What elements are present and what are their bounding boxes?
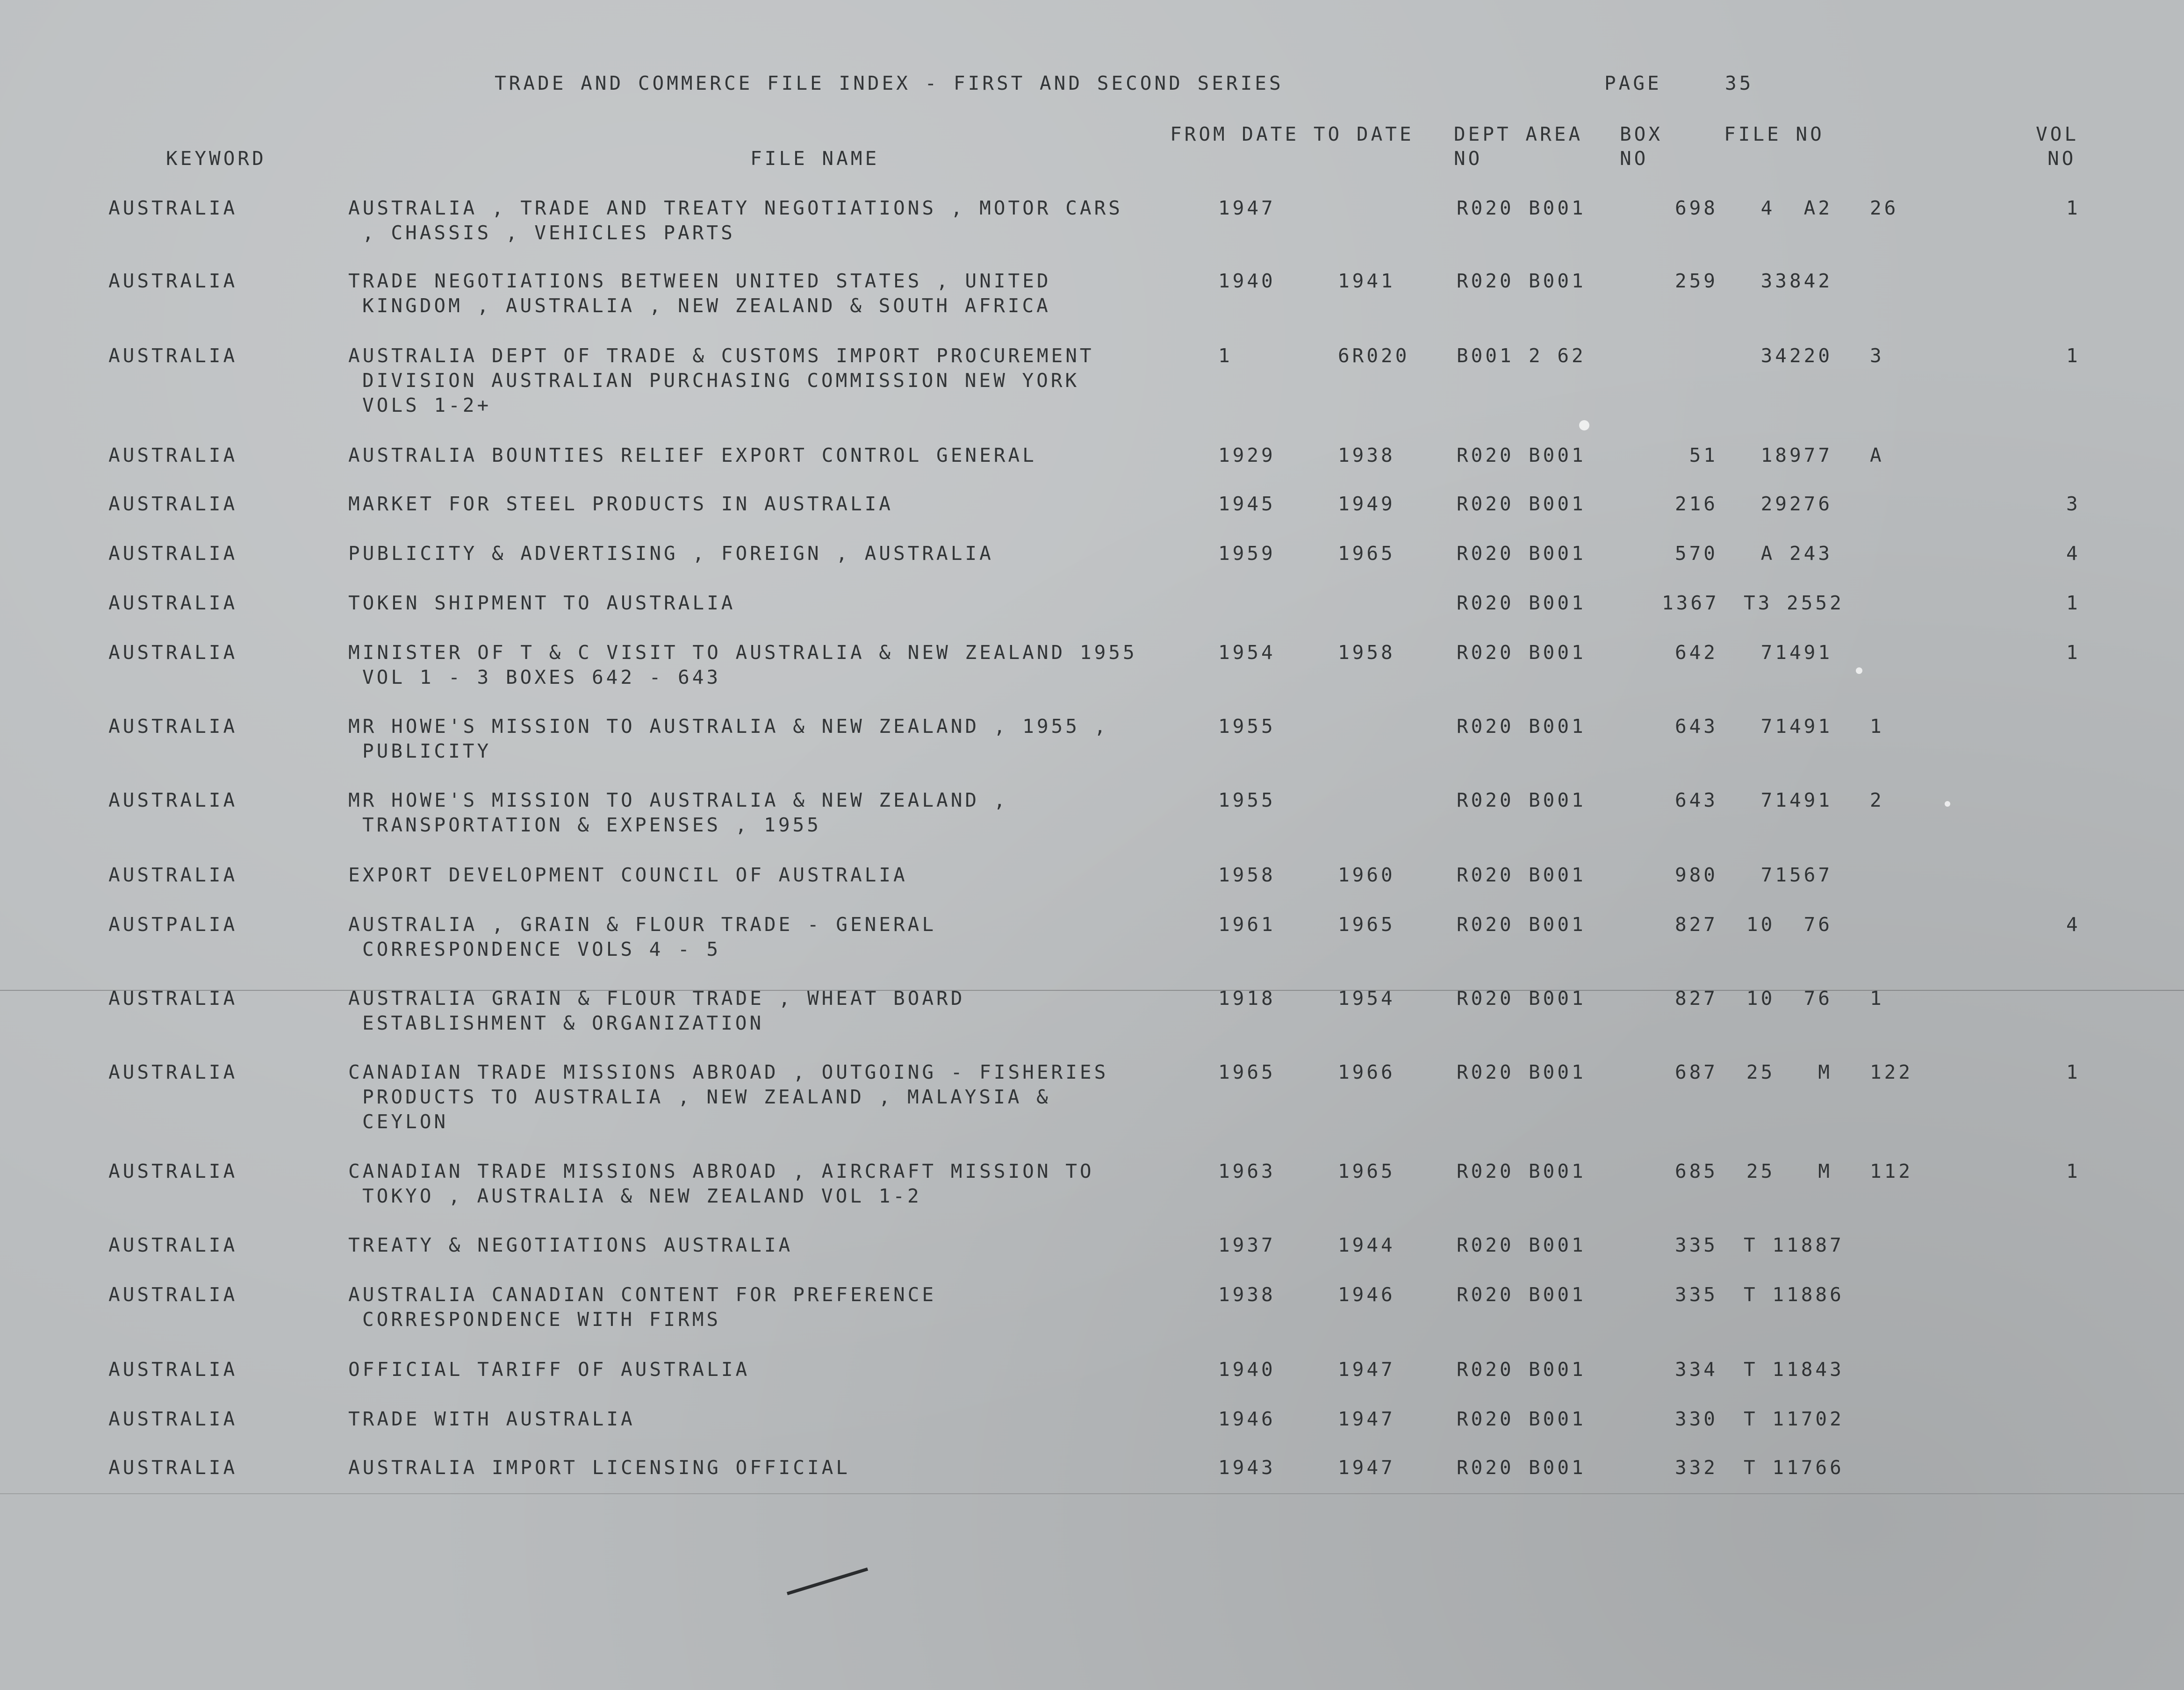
row-file-no: 71491 [1760,641,1832,664]
row-file-name-line: TREATY & NEGOTIATIONS AUSTRALIA [348,1234,793,1256]
row-keyword: AUSTRALIA [108,1408,238,1430]
scan-line [0,990,2184,991]
row-box-no: 570 [1674,542,1718,565]
row-to-date: 1965 [1338,1160,1395,1182]
row-keyword: AUSTRALIA [108,444,238,466]
row-file-no: 25 M [1746,1061,1832,1083]
row-file-suffix: 122 [1870,1061,1913,1083]
row-dept-no: R020 [1457,715,1514,738]
row-file-name-line: TOKEN SHIPMENT TO AUSTRALIA [348,592,736,614]
row-to-date: 1960 [1338,864,1395,886]
row-file-name-line: AUSTRALIA DEPT OF TRADE & CUSTOMS IMPORT PROCUREMENT [348,344,1094,367]
row-area: B001 [1529,1408,1586,1430]
row-from-date: 1955 [1218,715,1276,738]
row-keyword: AUSTRALIA [108,197,238,219]
row-from-date: 1963 [1218,1160,1276,1182]
row-area: B001 [1529,592,1586,614]
row-dept-no: R020 [1457,641,1514,664]
row-file-name-line: ESTABLISHMENT & ORGANIZATION [362,1012,764,1034]
row-box-no: 51 [1689,444,1718,466]
row-dept-no: R020 [1457,444,1514,466]
row-keyword: AUSTRALIA [108,493,238,515]
row-file-name-line: VOLS 1-2+ [362,394,492,416]
row-keyword: AUSTRALIA [108,1283,238,1306]
row-file-name-line: MARKET FOR STEEL PRODUCTS IN AUSTRALIA [348,493,893,515]
row-keyword: AUSTRALIA [108,1234,238,1256]
row-file-no: 10 76 [1746,987,1832,1010]
row-box-no: 643 [1674,789,1718,811]
row-file-name-line: , CHASSIS , VEHICLES PARTS [362,222,735,244]
row-dept-no: R020 [1457,1283,1514,1306]
row-file-no: T 11887 [1744,1234,1844,1256]
row-dept-no: R020 [1457,270,1514,292]
row-dept-no: R020 [1457,1061,1514,1083]
row-area: B001 [1529,1358,1586,1381]
column-header-dept-area: DEPT AREA [1454,123,1583,145]
row-file-name-line: PRODUCTS TO AUSTRALIA , NEW ZEALAND , MALAYSIA & [362,1086,1051,1108]
row-keyword: AUSTRALIA [108,270,238,292]
row-area: B001 [1529,1160,1586,1182]
pen-stroke-mark [787,1568,868,1595]
row-box-no: 685 [1674,1160,1718,1182]
column-header-vol-no: NO [2048,147,2076,170]
row-keyword: AUSTRALIA [108,789,238,811]
row-vol-no: 3 [2066,493,2081,515]
row-box-no: 827 [1674,913,1718,936]
column-header-dept-no: NO [1454,147,1483,170]
row-box-no: 335 [1674,1283,1718,1306]
column-header-vol: VOL [2036,123,2079,145]
row-area: B001 [1529,444,1586,466]
dust-speck [1579,420,1589,430]
row-box-no: 216 [1674,493,1718,515]
row-to-date: 1938 [1338,444,1395,466]
row-keyword: AUSTRALIA [108,987,238,1010]
row-file-name-line: MR HOWE'S MISSION TO AUSTRALIA & NEW ZEALAND , [348,789,1008,811]
row-box-no: 1367 [1662,592,1719,614]
row-file-suffix: 1 [1870,987,1884,1010]
row-file-name-line: MR HOWE'S MISSION TO AUSTRALIA & NEW ZEALAND , 1955 , [348,715,1109,738]
row-vol-no: 1 [2066,197,2081,219]
row-file-name-line: EXPORT DEVELOPMENT COUNCIL OF AUSTRALIA [348,864,908,886]
row-from-date: 1938 [1218,1283,1276,1306]
row-box-no: 334 [1674,1358,1718,1381]
row-keyword: AUSTRALIA [108,1160,238,1182]
row-box-no: 259 [1674,270,1718,292]
dust-speck [1856,667,1862,674]
row-area: B001 [1529,493,1586,515]
row-to-date: 1949 [1338,493,1395,515]
row-file-no: 25 M [1746,1160,1832,1182]
row-keyword: AUSTRALIA [108,1358,238,1381]
row-vol-no: 1 [2066,344,2081,367]
row-vol-no: 1 [2066,1160,2081,1182]
row-vol-no: 1 [2066,1061,2081,1083]
row-file-name-line: OFFICIAL TARIFF OF AUSTRALIA [348,1358,750,1381]
row-file-name-line: VOL 1 - 3 BOXES 642 - 643 [362,666,721,688]
row-area: B001 [1529,1456,1586,1479]
row-box-no: 330 [1674,1408,1718,1430]
row-area: B001 [1529,197,1586,219]
row-file-name-line: DIVISION AUSTRALIAN PURCHASING COMMISSION NEW YORK [362,369,1080,392]
row-to-date: 1947 [1338,1408,1395,1430]
row-to-date: 1947 [1338,1456,1395,1479]
row-file-no: 29276 [1760,493,1832,515]
row-from-date: 1 [1218,344,1233,367]
row-file-no: T3 2552 [1744,592,1844,614]
row-vol-no: 4 [2066,542,2081,565]
row-vol-no: 4 [2066,913,2081,936]
row-keyword: AUSTRALIA [108,592,238,614]
row-file-name-line: TRANSPORTATION & EXPENSES , 1955 [362,814,821,836]
row-file-name-line: PUBLICITY [362,740,492,762]
row-dept-no: R020 [1457,592,1514,614]
row-file-name-line: CORRESPONDENCE VOLS 4 - 5 [362,938,721,960]
row-from-date: 1954 [1218,641,1276,664]
row-keyword: AUSTRALIA [108,1061,238,1083]
row-to-date: 1944 [1338,1234,1395,1256]
row-vol-no: 1 [2066,592,2081,614]
row-keyword: AUSTRALIA [108,1456,238,1479]
row-to-date: 1954 [1338,987,1395,1010]
row-from-date: 1955 [1218,789,1276,811]
row-box-no: 698 [1674,197,1718,219]
row-area: B001 [1529,1061,1586,1083]
row-box-no: 642 [1674,641,1718,664]
row-area: B001 [1529,864,1586,886]
column-header-dates: FROM DATE TO DATE [1170,123,1414,145]
row-from-date: 1940 [1218,1358,1276,1381]
row-file-no: 34220 [1760,344,1832,367]
column-header-file-no: FILE NO [1724,123,1825,145]
row-area: 2 62 [1529,344,1586,367]
row-keyword: AUSTRALIA [108,641,238,664]
row-dept-no: R020 [1457,1408,1514,1430]
row-to-date: 6R020 [1338,344,1410,367]
row-file-no: 33842 [1760,270,1832,292]
row-from-date: 1940 [1218,270,1276,292]
row-file-name-line: AUSTRALIA CANADIAN CONTENT FOR PREFERENCE [348,1283,937,1306]
row-file-no: 71567 [1760,864,1832,886]
row-file-name-line: CORRESPONDENCE WITH FIRMS [362,1308,721,1331]
row-file-no: 71491 [1760,715,1832,738]
row-file-no: T 11886 [1744,1283,1844,1306]
row-box-no: 687 [1674,1061,1718,1083]
row-file-name-line: AUSTRALIA , TRADE AND TREATY NEGOTIATIONS , MOTOR CARS [348,197,1123,219]
row-file-no: 10 76 [1746,913,1832,936]
row-file-no: A 243 [1760,542,1832,565]
column-header-box-no: NO [1620,147,1649,170]
row-to-date: 1965 [1338,913,1395,936]
row-file-name-line: CEYLON [362,1110,449,1133]
row-area: B001 [1529,641,1586,664]
row-area: B001 [1529,542,1586,565]
row-box-no: 332 [1674,1456,1718,1479]
row-from-date: 1947 [1218,197,1276,219]
row-area: B001 [1529,270,1586,292]
row-keyword: AUSTRALIA [108,864,238,886]
row-file-suffix: 26 [1870,197,1899,219]
row-file-suffix: 112 [1870,1160,1913,1182]
row-from-date: 1965 [1218,1061,1276,1083]
row-file-no: 71491 [1760,789,1832,811]
row-file-name-line: AUSTRALIA IMPORT LICENSING OFFICIAL [348,1456,850,1479]
row-file-suffix: 1 [1870,715,1884,738]
row-from-date: 1958 [1218,864,1276,886]
row-keyword: AUSTPALIA [108,913,238,936]
row-area: B001 [1529,1234,1586,1256]
page-number: 35 [1725,72,1754,94]
row-from-date: 1929 [1218,444,1276,466]
row-from-date: 1946 [1218,1408,1276,1430]
row-dept-no: R020 [1457,1160,1514,1182]
row-box-no: 643 [1674,715,1718,738]
row-from-date: 1918 [1218,987,1276,1010]
row-area: B001 [1529,987,1586,1010]
row-from-date: 1959 [1218,542,1276,565]
row-file-suffix: 3 [1870,344,1884,367]
row-dept-no: R020 [1457,197,1514,219]
scan-line [0,1493,2184,1494]
row-file-name-line: CANADIAN TRADE MISSIONS ABROAD , OUTGOING - FISHERIES [348,1061,1109,1083]
row-file-name-line: CANADIAN TRADE MISSIONS ABROAD , AIRCRAFT MISSION TO [348,1160,1094,1182]
row-file-no: 18977 [1760,444,1832,466]
row-dept-no: R020 [1457,789,1514,811]
column-header-file-name: FILE NAME [750,147,880,170]
row-dept-no: R020 [1457,1234,1514,1256]
row-keyword: AUSTRALIA [108,542,238,565]
row-to-date: 1947 [1338,1358,1395,1381]
row-box-no: 335 [1674,1234,1718,1256]
row-keyword: AUSTRALIA [108,344,238,367]
row-file-name-line: TOKYO , AUSTRALIA & NEW ZEALAND VOL 1-2 [362,1185,922,1207]
row-dept-no: R020 [1457,913,1514,936]
row-from-date: 1937 [1218,1234,1276,1256]
row-dept-no: R020 [1457,542,1514,565]
row-file-name-line: AUSTRALIA , GRAIN & FLOUR TRADE - GENERAL [348,913,937,936]
row-dept-no: R020 [1457,1456,1514,1479]
row-dept-no: R020 [1457,1358,1514,1381]
row-file-suffix: A [1870,444,1884,466]
row-from-date: 1945 [1218,493,1276,515]
row-dept-no: R020 [1457,493,1514,515]
row-area: B001 [1529,715,1586,738]
row-file-no: 4 A2 [1760,197,1832,219]
row-to-date: 1958 [1338,641,1395,664]
row-area: B001 [1529,1283,1586,1306]
row-file-name-line: KINGDOM , AUSTRALIA , NEW ZEALAND & SOUTH AFRICA [362,294,1051,317]
row-dept-no: R020 [1457,987,1514,1010]
row-vol-no: 1 [2066,641,2081,664]
row-to-date: 1946 [1338,1283,1395,1306]
row-from-date: 1943 [1218,1456,1276,1479]
row-file-name-line: MINISTER OF T & C VISIT TO AUSTRALIA & NEW ZEALAND 1955 [348,641,1137,664]
row-box-no: 980 [1674,864,1718,886]
row-area: B001 [1529,913,1586,936]
row-file-name-line: TRADE WITH AUSTRALIA [348,1408,635,1430]
row-file-no: T 11766 [1744,1456,1844,1479]
row-file-no: T 11702 [1744,1408,1844,1430]
row-file-name-line: AUSTRALIA BOUNTIES RELIEF EXPORT CONTROL GENERAL [348,444,1037,466]
row-file-suffix: 2 [1870,789,1884,811]
row-file-name-line: PUBLICITY & ADVERTISING , FOREIGN , AUSTRALIA [348,542,994,565]
row-area: B001 [1529,789,1586,811]
row-file-name-line: AUSTRALIA GRAIN & FLOUR TRADE , WHEAT BOARD [348,987,965,1010]
page-label: PAGE [1604,72,1662,94]
column-header-keyword: KEYWORD [166,147,266,170]
row-dept-no: R020 [1457,864,1514,886]
row-from-date: 1961 [1218,913,1276,936]
row-keyword: AUSTRALIA [108,715,238,738]
dust-speck [1945,801,1950,807]
row-to-date: 1965 [1338,542,1395,565]
row-box-no: 827 [1674,987,1718,1010]
row-file-name-line: TRADE NEGOTIATIONS BETWEEN UNITED STATES , UNITED [348,270,1051,292]
row-file-no: T 11843 [1744,1358,1844,1381]
column-header-box: BOX [1620,123,1663,145]
document-title: TRADE AND COMMERCE FILE INDEX - FIRST AND SECOND SERIES [495,72,1284,94]
row-to-date: 1941 [1338,270,1395,292]
row-to-date: 1966 [1338,1061,1395,1083]
row-dept-no: B001 [1457,344,1514,367]
